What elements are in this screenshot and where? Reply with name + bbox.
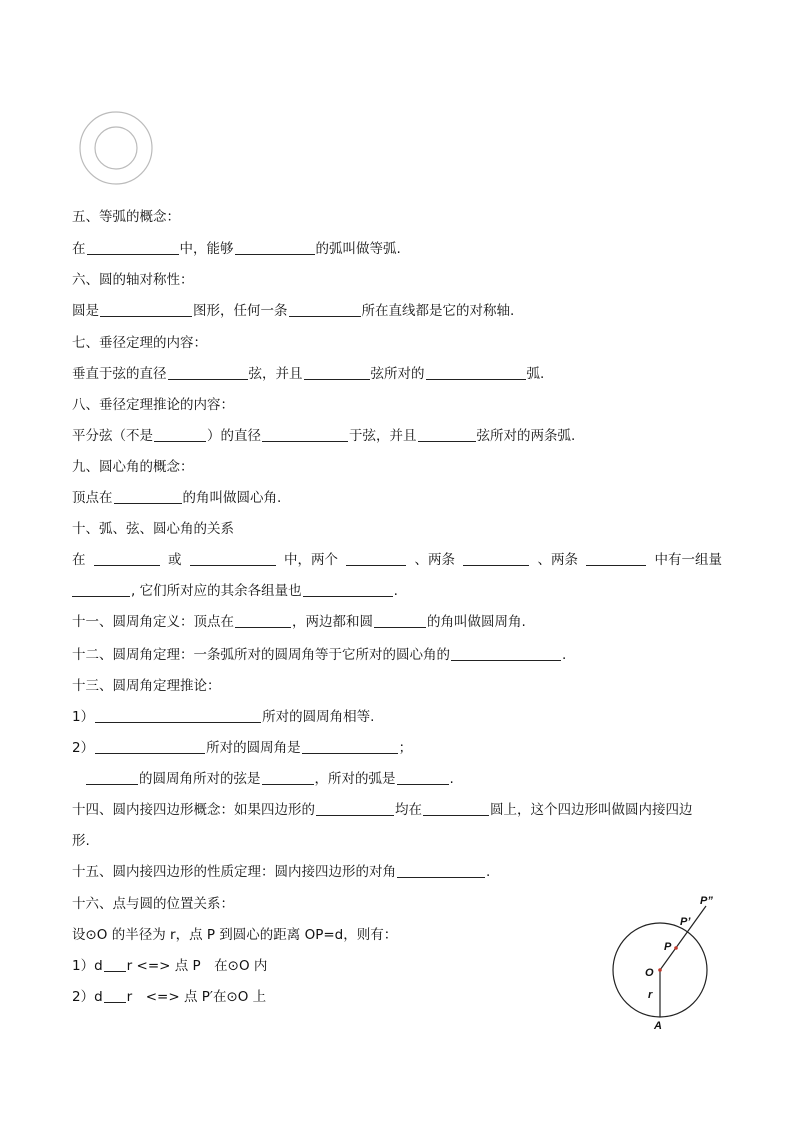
- fill-blank[interactable]: [87, 240, 179, 255]
- fill-blank[interactable]: [104, 957, 126, 972]
- section-10-line-1: 在 或 中，两个 、两条 、两条 中有一组量: [72, 552, 722, 568]
- fill-blank[interactable]: [235, 613, 291, 628]
- fill-blank[interactable]: [262, 427, 348, 442]
- section-15-line: 十五、圆内接四边形的性质定理：圆内接四边形的对角 .: [72, 864, 491, 880]
- fill-blank[interactable]: [304, 365, 370, 380]
- fill-blank[interactable]: [100, 302, 192, 317]
- fill-blank[interactable]: [346, 551, 406, 566]
- section-9-line: 顶点在 的角叫做圆心角.: [72, 490, 282, 506]
- section-10-heading: 十、弧、弦、圆心角的关系: [72, 521, 234, 537]
- label-r: r: [648, 989, 653, 1001]
- section-14-line-2: 形.: [72, 833, 90, 849]
- label-p: P: [664, 941, 672, 953]
- fill-blank[interactable]: [397, 770, 449, 785]
- fill-blank[interactable]: [303, 582, 393, 597]
- fill-blank[interactable]: [397, 863, 485, 878]
- section-7-heading: 七、垂径定理的内容：: [72, 335, 207, 351]
- fill-blank[interactable]: [418, 427, 476, 442]
- section-8-line: 平分弦（不是 ）的直径 于弦，并且 弦所对的两条弧.: [72, 428, 576, 444]
- section-7-line: 垂直于弦的直径 弦，并且 弦所对的 弧.: [72, 366, 545, 382]
- section-8-heading: 八、垂径定理推论的内容：: [72, 397, 234, 413]
- section-9-heading: 九、圆心角的概念：: [72, 459, 194, 475]
- fill-blank[interactable]: [316, 801, 394, 816]
- section-16-intro: 设⊙O 的半径为 r，点 P 到圆心的距离 OP=d，则有：: [72, 927, 398, 943]
- section-16-item-2: 2）d r <=> 点 P′在⊙O 上: [72, 989, 267, 1005]
- fill-blank[interactable]: [426, 365, 526, 380]
- fill-blank[interactable]: [423, 801, 489, 816]
- fill-blank[interactable]: [95, 708, 261, 723]
- section-13-item-2: 2） 所对的圆周角是 ；: [72, 740, 413, 756]
- fill-blank[interactable]: [94, 551, 160, 566]
- fill-blank[interactable]: [451, 646, 561, 661]
- fill-blank[interactable]: [302, 739, 398, 754]
- fill-blank[interactable]: [235, 240, 315, 255]
- section-13-heading: 十三、圆周角定理推论：: [72, 678, 221, 694]
- section-5-heading: 五、等弧的概念：: [72, 209, 180, 225]
- section-13-item-1: 1） 所对的圆周角相等.: [72, 709, 375, 725]
- section-14-line-1: 十四、圆内接四边形概念：如果四边形的 均在 圆上，这个四边形叫做圆内接四边: [72, 802, 693, 818]
- concentric-rings-figure: [78, 110, 154, 186]
- fill-blank[interactable]: [95, 739, 205, 754]
- section-13-item-3: 的圆周角所对的弦是 ，所对的弧是 .: [86, 770, 454, 788]
- section-12-line: 十二、圆周角定理：一条弧所对的圆周角等于它所对的圆心角的 .: [72, 647, 567, 663]
- fill-blank[interactable]: [104, 988, 126, 1003]
- point-circle-position-figure: [600, 888, 730, 1038]
- label-p-double-prime: P”: [700, 895, 713, 907]
- section-16-item-1: 1）d r <=> 点 P 在⊙O 内: [72, 958, 268, 974]
- fill-blank[interactable]: [262, 770, 314, 785]
- label-p-prime: P’: [680, 916, 691, 928]
- fill-blank[interactable]: [289, 302, 361, 317]
- section-16-heading: 十六、点与圆的位置关系：: [72, 896, 234, 912]
- section-6-line: 圆是 图形，任何一条 所在直线都是它的对称轴.: [72, 303, 515, 319]
- section-5-line: 在 中，能够 的弧叫做等弧.: [72, 241, 401, 257]
- section-6-heading: 六、圆的轴对称性：: [72, 272, 194, 288]
- fill-blank[interactable]: [463, 551, 529, 566]
- fill-blank[interactable]: [86, 770, 138, 785]
- label-o: O: [645, 967, 654, 979]
- fill-blank[interactable]: [374, 613, 426, 628]
- fill-blank[interactable]: [114, 489, 182, 504]
- fill-blank[interactable]: [190, 551, 276, 566]
- center-point: [658, 968, 662, 972]
- label-a: A: [654, 1020, 662, 1032]
- point-p: [674, 946, 678, 950]
- fill-blank[interactable]: [586, 551, 646, 566]
- section-10-line-2: , 它们所对应的其余各组量也 .: [72, 582, 398, 600]
- fill-blank[interactable]: [72, 582, 130, 597]
- fill-blank[interactable]: [168, 365, 248, 380]
- fill-blank[interactable]: [154, 427, 206, 442]
- section-11-line: 十一、圆周角定义：顶点在 ，两边都和圆 的角叫做圆周角.: [72, 614, 526, 630]
